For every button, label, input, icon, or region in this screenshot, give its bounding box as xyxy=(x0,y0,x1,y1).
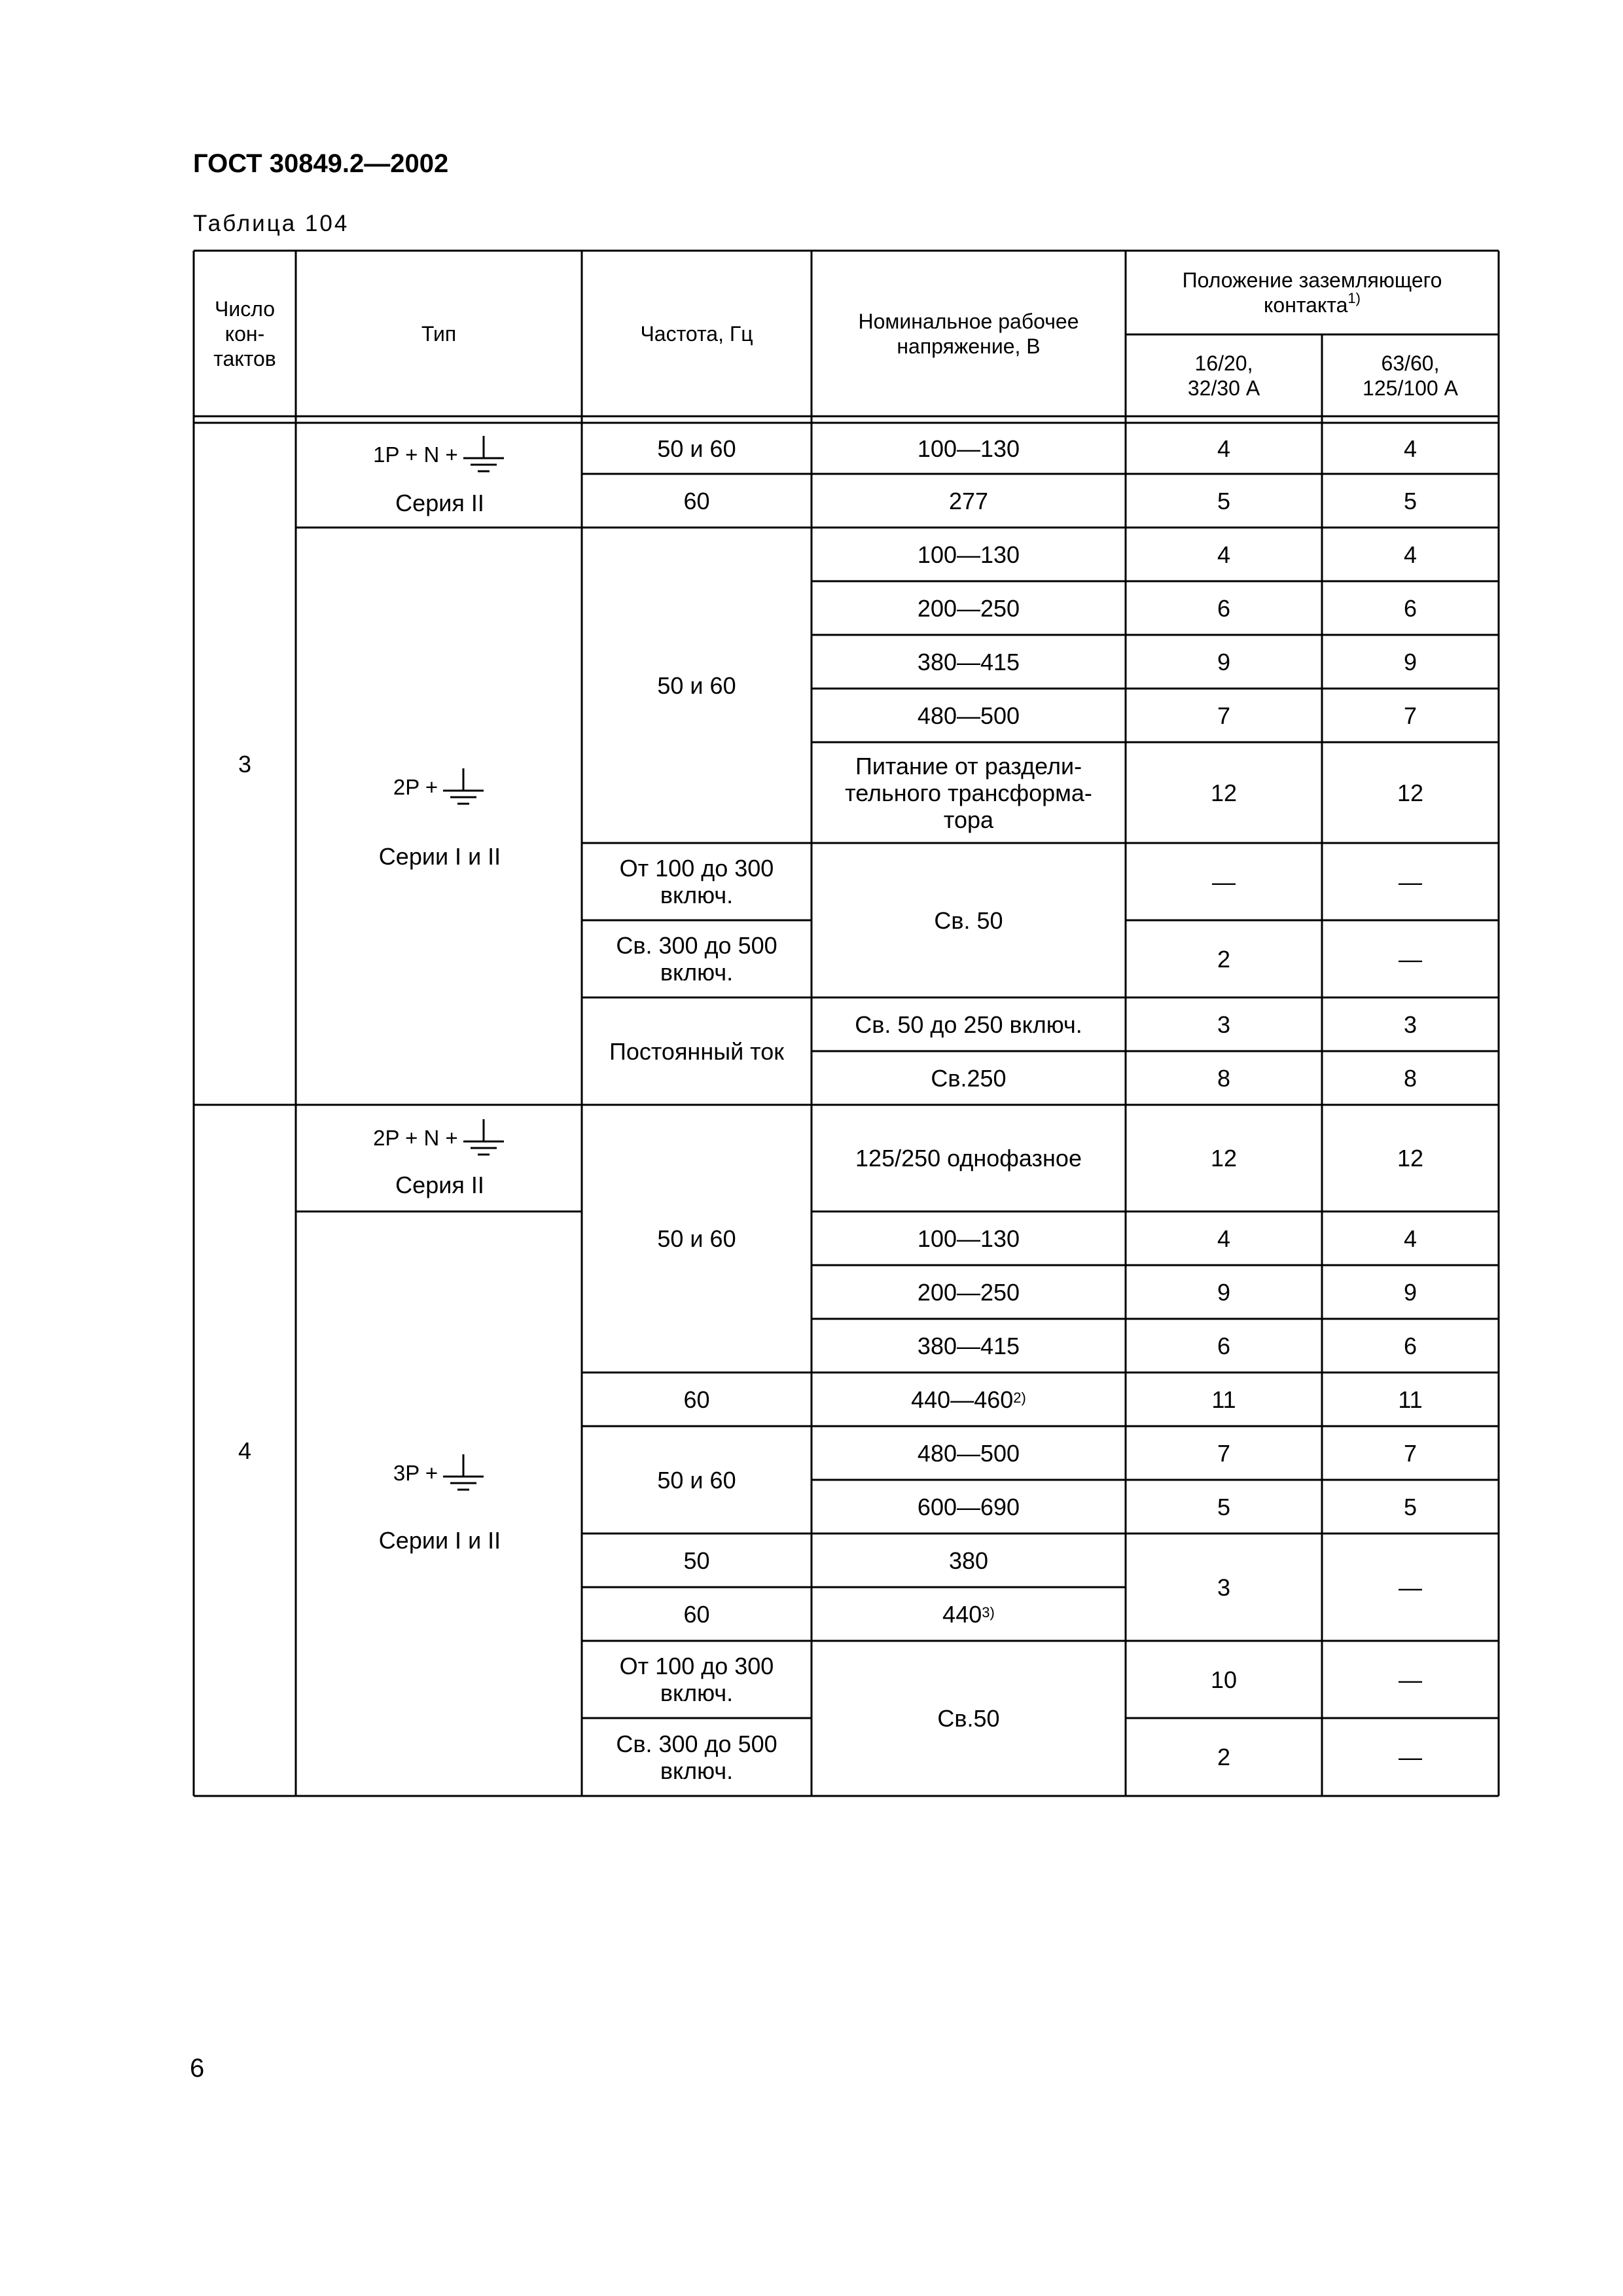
voltage-cell: 125/250 однофазное xyxy=(855,1145,1082,1172)
position-b-cell: 3 xyxy=(1403,1011,1418,1038)
page-number: 6 xyxy=(190,2054,205,2083)
voltage-cell: 100—130 xyxy=(917,435,1020,462)
position-b-cell: 9 xyxy=(1403,648,1418,675)
voltage-text: 440—460 xyxy=(911,1386,1014,1413)
type-formula xyxy=(296,435,584,475)
position-a-cell: 10 xyxy=(1210,1666,1238,1693)
voltage-cell: 100—130 xyxy=(917,1225,1020,1252)
position-a-cell: 12 xyxy=(1210,779,1238,806)
type-series: Серия II xyxy=(395,490,484,516)
frequency-line: включ. xyxy=(660,882,734,908)
frequency-line: От 100 до 300 xyxy=(619,855,774,882)
frequency-cell xyxy=(582,920,812,997)
position-a-cell: 9 xyxy=(1217,648,1231,675)
voltage-cell: 200—250 xyxy=(917,1278,1020,1306)
position-b-cell: 9 xyxy=(1403,1278,1418,1306)
position-a-cell: 8 xyxy=(1217,1064,1231,1092)
frequency-line: Св. 300 до 500 xyxy=(616,932,777,959)
voltage-cell: 200—250 xyxy=(917,594,1020,622)
position-a-cell: 5 xyxy=(1217,1493,1231,1520)
contacts-value: 3 xyxy=(238,750,252,778)
frequency-cell: 50 и 60 xyxy=(657,1466,736,1494)
position-a-cell: 2 xyxy=(1217,1744,1231,1770)
table-caption: Таблица 104 xyxy=(193,211,349,236)
frequency-cell: 60 xyxy=(683,487,710,514)
voltage-cell: 380—415 xyxy=(917,1332,1020,1359)
position-b-cell: 6 xyxy=(1403,1332,1418,1359)
frequency-line: включ. xyxy=(660,1757,734,1784)
document-title: ГОСТ 30849.2—2002 xyxy=(193,149,449,178)
frequency-cell: 50 и 60 xyxy=(657,672,736,699)
header-position-line2 xyxy=(1264,290,1361,317)
position-a-cell: 12 xyxy=(1210,1145,1238,1172)
header-position xyxy=(1126,251,1499,334)
position-b-cell: — xyxy=(1399,868,1422,895)
header-type: Тип xyxy=(421,321,457,346)
voltage-cell: 380 xyxy=(948,1547,989,1574)
position-b-cell: — xyxy=(1399,1744,1422,1770)
header-contacts-line: тактов xyxy=(213,346,276,370)
header-position-line: Положение заземляющего xyxy=(1182,268,1442,292)
position-a-cell: 6 xyxy=(1217,1332,1231,1359)
header-voltage-line: напряжение, В xyxy=(897,334,1041,358)
contacts-4 xyxy=(194,1105,296,1796)
voltage-cell: Св.250 xyxy=(931,1064,1007,1092)
contacts-3 xyxy=(194,423,296,1105)
voltage-cell: 100—130 xyxy=(917,541,1020,568)
position-b-cell: 7 xyxy=(1403,1439,1418,1467)
position-b-cell: 8 xyxy=(1403,1064,1418,1092)
position-a-cell: 4 xyxy=(1217,435,1231,462)
frequency-cell xyxy=(582,1718,812,1796)
frequency-line: Св. 300 до 500 xyxy=(616,1730,777,1757)
voltage-cell: 480—500 xyxy=(917,702,1020,729)
type-series: Серия II xyxy=(395,1172,484,1198)
voltage-line: тельного трансформа- xyxy=(845,779,1092,806)
type-formula xyxy=(296,767,584,808)
position-b-cell: 11 xyxy=(1398,1386,1423,1413)
type-formula-text: 2P + xyxy=(393,775,438,799)
voltage-cell: 480—500 xyxy=(917,1439,1020,1467)
position-b-cell: 5 xyxy=(1403,487,1418,514)
voltage-cell: 380—415 xyxy=(917,648,1020,675)
position-a-cell: 3 xyxy=(1217,1573,1231,1601)
voltage-cell: Св. 50 xyxy=(934,906,1003,934)
frequency-cell: 60 xyxy=(683,1600,710,1628)
position-b-cell: 4 xyxy=(1403,541,1418,568)
type-formula-text: 1P + N + xyxy=(373,442,458,467)
header-position-text: контакта xyxy=(1264,293,1348,317)
frequency-cell xyxy=(582,1641,812,1718)
position-b-cell: 12 xyxy=(1397,779,1424,806)
header-contacts-line: Число xyxy=(214,296,276,321)
header-voltage-line: Номинальное рабочее xyxy=(858,309,1079,333)
position-a-cell: 9 xyxy=(1217,1278,1231,1306)
position-a-cell: 11 xyxy=(1211,1386,1236,1413)
header-voltage xyxy=(812,251,1126,416)
frequency-line: От 100 до 300 xyxy=(619,1653,774,1679)
voltage-cell xyxy=(812,742,1126,843)
position-a-cell: — xyxy=(1212,868,1236,895)
type-formula xyxy=(296,1453,584,1494)
position-a-cell: 4 xyxy=(1217,541,1231,568)
header-frequency: Частота, Гц xyxy=(640,321,753,346)
position-b-cell: — xyxy=(1399,1573,1422,1601)
type-formula xyxy=(296,1118,584,1158)
frequency-cell: Постоянный ток xyxy=(609,1037,785,1065)
position-b-cell: 6 xyxy=(1403,594,1418,622)
frequency-cell: 50 и 60 xyxy=(657,435,736,462)
ground-icon xyxy=(440,767,486,808)
ground-icon xyxy=(461,435,507,475)
frequency-cell: 50 xyxy=(683,1547,710,1574)
frequency-cell: 60 xyxy=(683,1386,710,1413)
position-b-cell: 5 xyxy=(1403,1493,1418,1520)
header-rating-b xyxy=(1322,334,1499,416)
header-rating-line: 32/30 А xyxy=(1187,376,1260,400)
position-b-cell: 12 xyxy=(1397,1145,1424,1172)
position-b-cell: 7 xyxy=(1403,702,1418,729)
voltage-cell: Св.50 xyxy=(937,1705,1000,1732)
frequency-line: включ. xyxy=(660,1679,734,1706)
type-series: Серии I и II xyxy=(378,1527,501,1554)
voltage-text: 440 xyxy=(942,1600,982,1628)
voltage-cell: 600—690 xyxy=(917,1493,1020,1520)
voltage-cell: 440 $^{3)}$ xyxy=(942,1600,995,1628)
type-formula-text: 3P + xyxy=(393,1461,438,1485)
frequency-cell: 50 и 60 xyxy=(657,1225,736,1252)
position-a-cell: 4 xyxy=(1217,1225,1231,1252)
footnote-ref: 1) xyxy=(1347,290,1361,307)
position-a-cell: 7 xyxy=(1217,1439,1231,1467)
header-rating-a xyxy=(1126,334,1322,416)
position-b-cell: 4 xyxy=(1403,435,1418,462)
type-series: Серии I и II xyxy=(378,843,501,870)
ground-icon xyxy=(440,1453,486,1494)
voltage-line: Питание от раздели- xyxy=(855,752,1082,780)
position-b-cell: 4 xyxy=(1403,1225,1418,1252)
frequency-line: включ. xyxy=(660,959,734,986)
position-b-cell: — xyxy=(1399,1666,1422,1693)
frequency-cell xyxy=(582,843,812,920)
header-rating-line: 125/100 А xyxy=(1363,376,1458,400)
contacts-value: 4 xyxy=(238,1437,252,1464)
header-contacts-line: кон- xyxy=(224,321,265,346)
position-a-cell: 5 xyxy=(1217,487,1231,514)
header-contacts xyxy=(194,251,296,416)
position-a-cell: 2 xyxy=(1217,945,1231,973)
position-a-cell: 7 xyxy=(1217,702,1231,729)
voltage-cell: Св. 50 до 250 включ. xyxy=(855,1011,1082,1038)
ground-icon xyxy=(461,1118,507,1158)
header-rating-line: 16/20, xyxy=(1194,351,1253,375)
position-a-cell: 6 xyxy=(1217,594,1231,622)
voltage-cell: 440—460 $^{2)}$ xyxy=(911,1386,1026,1413)
position-a-cell: 3 xyxy=(1217,1011,1231,1038)
position-b-cell: — xyxy=(1399,945,1422,973)
voltage-cell: 277 xyxy=(948,487,989,514)
voltage-line: тора xyxy=(943,806,994,833)
header-rating-line: 63/60, xyxy=(1381,351,1440,375)
type-formula-text: 2P + N + xyxy=(373,1126,458,1150)
